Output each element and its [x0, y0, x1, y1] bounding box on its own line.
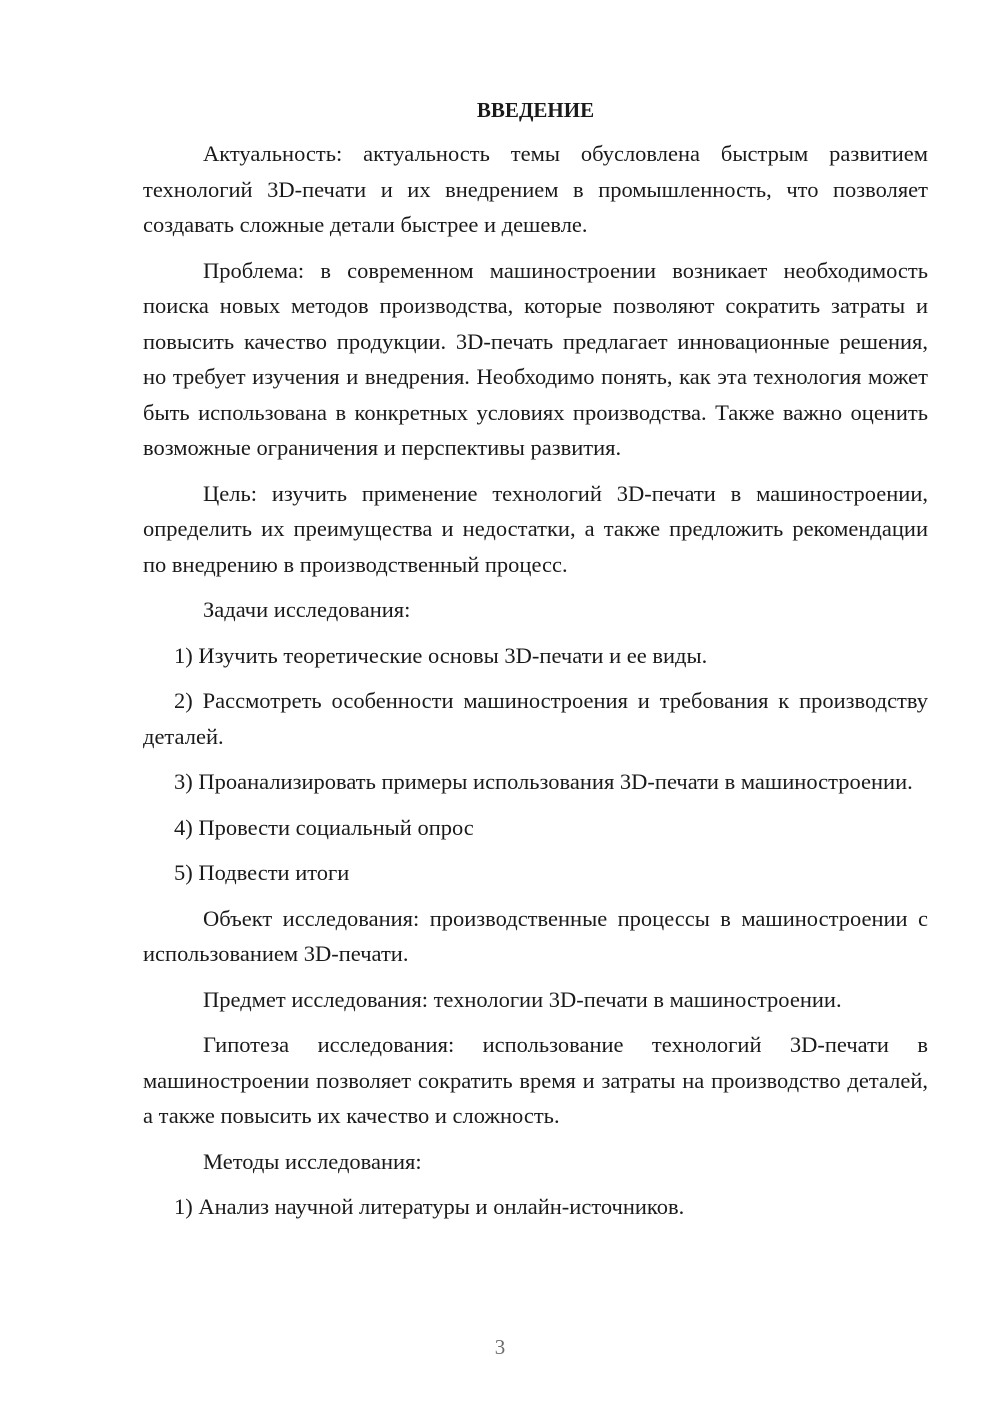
- page-title: ВВЕДЕНИЕ: [476, 98, 595, 122]
- tasks-heading: Задачи исследования:: [203, 597, 411, 622]
- task-item-2: 2) Рассмотреть особенности машиностроения и требования к производству деталей.: [143, 688, 928, 749]
- task-item-5: 5) Подвести итоги: [174, 860, 350, 885]
- method-item-1: 1) Анализ научной литературы и онлайн-источников.: [174, 1194, 685, 1219]
- paragraph-subject: Предмет исследования: технологии 3D-печати в машиностроении.: [203, 986, 842, 1012]
- document-page: [143, 92, 928, 1235]
- paragraph-hypothesis: Гипотеза исследования: использование технологий 3D-печати в машиностроении позволяет сократить время и затраты на производство деталей, а также повысить их качество и сложность.: [143, 1032, 928, 1128]
- paragraph-relevance: Актуальность: актуальность темы обусловлена быстрым развитием технологий 3D-печати и их внедрением в промышленность, что позволяет создавать сложные детали быстрее и дешевле.: [143, 141, 928, 237]
- paragraph-problem: Проблема: в современном машиностроении возникает необходимость поиска новых методов производства, которые позволяют сократить затраты и повысить качество продукции. 3D-печать предлагает инновационные решения, но требует изучения и внедрения. Необходимо понять, как эта технология может быть использована в конкретных условиях производства. Также важно оценить возможные ограничения и перспективы развития.: [143, 257, 928, 460]
- page-number: 3: [494, 1335, 506, 1359]
- task-item-3: 3) Проанализировать примеры использования 3D-печати в машиностроении.: [174, 769, 913, 794]
- paragraph-goal: Цель: изучить применение технологий 3D-печати в машиностроении, определить их преимущества и недостатки, а также предложить рекомендации по внедрению в производственный процесс.: [143, 480, 928, 577]
- task-item-4: 4) Провести социальный опрос: [174, 814, 474, 840]
- methods-heading: Методы исследования:: [203, 1148, 422, 1174]
- task-item-1: 1) Изучить теоретические основы 3D-печати и ее виды.: [174, 642, 708, 668]
- paragraph-object: Объект исследования: производственные процессы в машиностроении с использованием 3D-печати.: [143, 905, 928, 966]
